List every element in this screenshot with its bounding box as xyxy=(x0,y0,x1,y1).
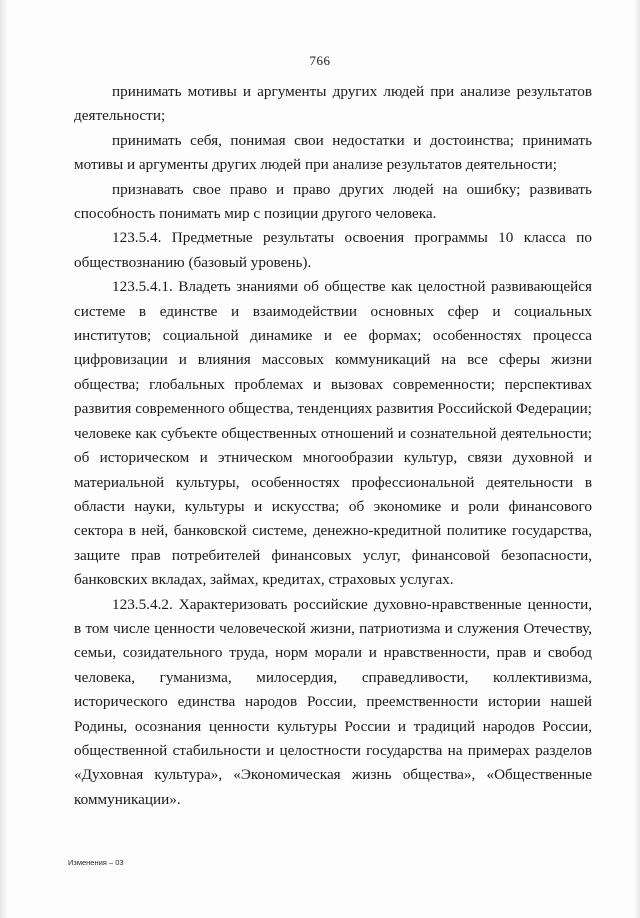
paragraph-123-5-4-1: 123.5.4.1. Владеть знаниями об обществе как целостной развивающейся системе в единстве и взаимодействии основных сфер и социальных институтов; социальной динамике и ее формах; особенностях процесса цифровизации и влияния массовых коммуникаций на все сферы жизни общества; глобальных проблемах и вызовах современности; перспективах развития современного общества, тенденциях развития Российской Федерации; человеке как субъекте общественных отношений и сознательной деятельности; об историческом и этническом многообразии культур, связи духовной и материальной культуры, особенностях профессиональной деятельности в области науки, культуры и искусства; об экономике и роли финансового сектора в ней, банковской системе, денежно-кредитной политике государства, защите прав потребителей финансовых услуг, финансовой безопасности, банковских вкладах, займах, кредитах, страховых услугах. xyxy=(74,278,592,589)
section-heading-123-5-4: 123.5.4. Предметные результаты освоения программы 10 класса по обществознанию (базовый уровень). xyxy=(74,229,592,271)
scan-edge-left xyxy=(0,0,8,918)
paragraph-right-to-error: признавать свое право и право других людей на ошибку; развивать способность понимать мир с позиции другого человека. xyxy=(74,180,592,223)
paragraph-123-5-4-2: 123.5.4.2. Характеризовать российские духовно-нравственные ценности, в том числе ценности человеческой жизни, патриотизма и служения Отечеству, семьи, созидательного труда, норм морали и нравственности, прав и свобод человека, гуманизма, милосердия, справедливости, коллективизма, исторического единства народов России, преемственности истории нашей Родины, осознания ценности культуры России и традиций народов России, общественной стабильности и целостности государства на примерах разделов «Духовная культура», «Экономическая жизнь общества», «Общественные коммуникации». xyxy=(74,595,592,808)
document-body xyxy=(74,80,592,812)
footer-revision-note: Изменения – 03 xyxy=(68,858,124,867)
paragraph-accept-self: принимать себя, понимая свои недостатки и достоинства; принимать мотивы и аргументы других людей при анализе результатов деятельности; xyxy=(74,131,592,174)
scan-edge-right xyxy=(634,0,640,918)
page-number: 766 xyxy=(309,53,331,68)
paragraph-accept-motives: принимать мотивы и аргументы других людей при анализе результатов деятельности; xyxy=(74,83,592,125)
